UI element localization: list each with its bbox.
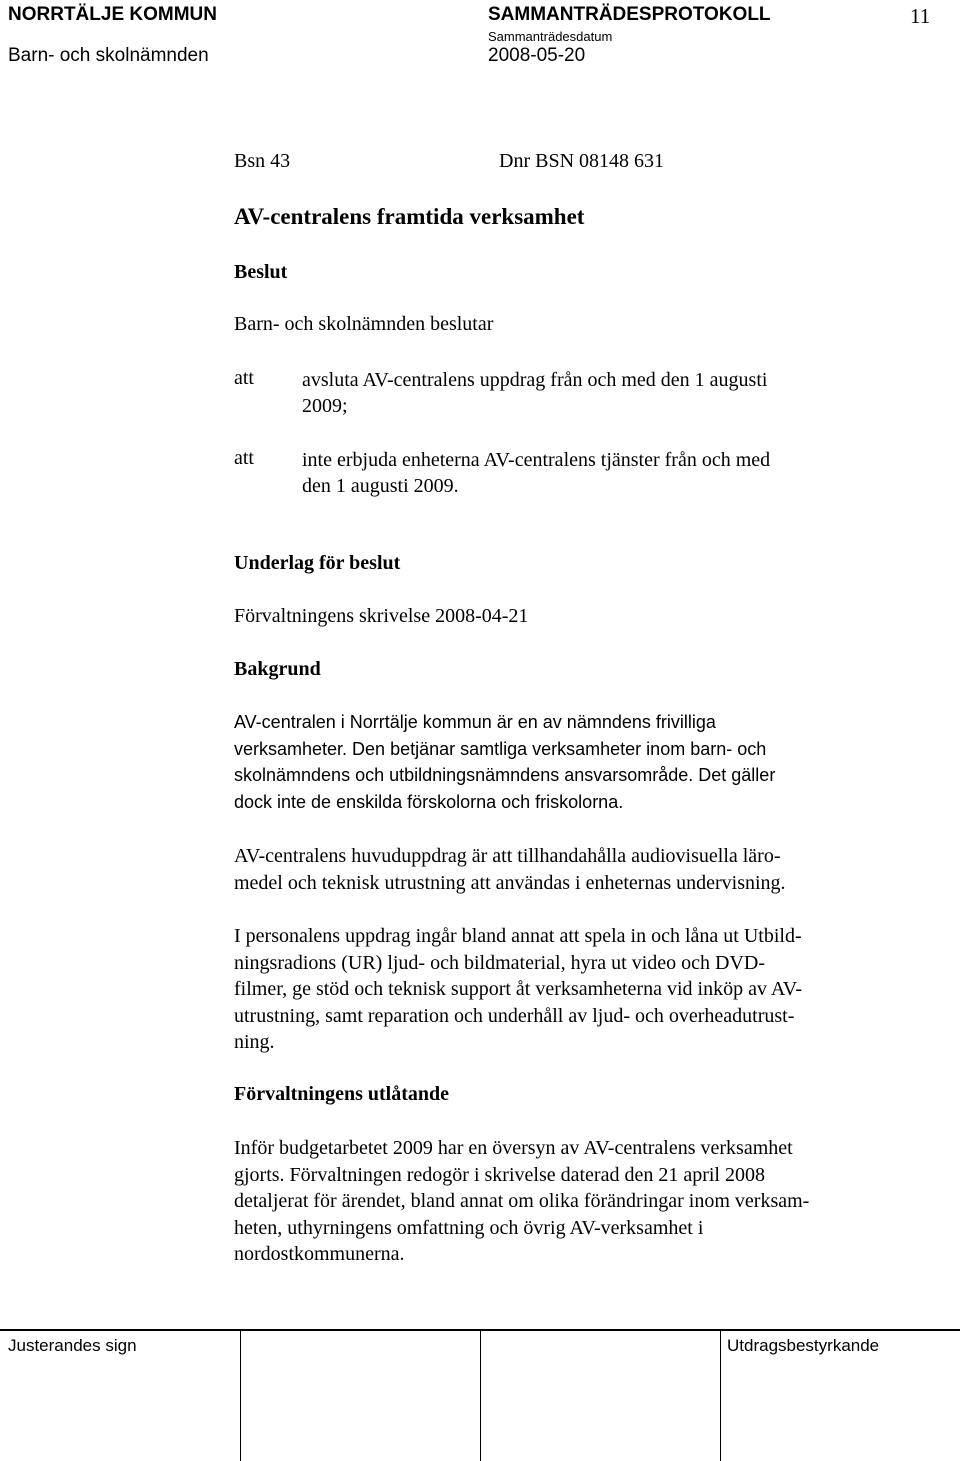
paragraph-number: Bsn 43 xyxy=(234,150,291,172)
background-paragraph xyxy=(234,923,874,1056)
board-name: Barn- och skolnämnden xyxy=(8,45,209,66)
basis-heading: Underlag för beslut xyxy=(234,552,401,574)
case-title: AV-centralens framtida verksamhet xyxy=(234,204,585,229)
text-line: Inför budgetarbetet 2009 har en översyn av AV-centralens verksamhet xyxy=(234,1137,793,1159)
text-line: filmer, ge stöd och teknisk support åt verksamheterna vid inköp av AV- xyxy=(234,978,802,1000)
diary-number: Dnr BSN 08148 631 xyxy=(499,150,665,172)
text-line: heten, uthyrningens omfattning och övrig AV-verksamhet i xyxy=(234,1216,704,1239)
meeting-date: 2008-05-20 xyxy=(488,45,586,66)
decision-intro: Barn- och skolnämnden beslutar xyxy=(234,313,494,335)
signature-cell-divider xyxy=(480,1331,481,1461)
text-line: ningsradions (UR) ljud- och bildmaterial, hyra ut video och DVD- xyxy=(234,951,765,974)
statement-paragraph xyxy=(234,1135,874,1268)
decision-item-line: inte erbjuda enheterna AV-centralens tjänster från och med xyxy=(302,449,771,471)
text-line: I personalens uppdrag ingår bland annat att spela in och låna ut Utbild- xyxy=(234,925,802,947)
extract-certification-label: Utdragsbestyrkande xyxy=(727,1336,880,1355)
decision-item-line: avsluta AV-centralens uppdrag från och med den 1 augusti xyxy=(302,369,768,391)
signature-label: Justerandes sign xyxy=(8,1336,137,1355)
decision-item-marker: att xyxy=(234,447,254,469)
text-line: AV-centralens huvuduppdrag är att tillhandahålla audiovisuella läro- xyxy=(234,845,781,867)
text-line: ning. xyxy=(234,1031,275,1053)
text-line: nordostkommunerna. xyxy=(234,1243,405,1265)
decision-heading: Beslut xyxy=(234,261,288,283)
decision-item xyxy=(302,367,767,419)
decision-item-line: 2009; xyxy=(302,395,348,417)
signature-cell-divider xyxy=(720,1331,721,1461)
organization-name: NORRTÄLJE KOMMUN xyxy=(8,4,217,25)
document-type: SAMMANTRÄDESPROTOKOLL xyxy=(488,4,771,25)
text-line: AV-centralen i Norrtälje kommun är en av nämndens frivilliga xyxy=(234,712,716,732)
background-heading: Bakgrund xyxy=(234,658,321,680)
text-line: skolnämndens och utbildningsnämndens ansvarsområde. Det gäller xyxy=(234,765,776,785)
text-line: detaljerat för ärendet, bland annat om olika förändringar inom verksam- xyxy=(234,1190,810,1212)
text-line: utrustning, samt reparation och underhåll av ljud- och overheadutrust- xyxy=(234,1004,795,1027)
background-paragraph xyxy=(234,843,874,896)
statement-heading: Förvaltningens utlåtande xyxy=(234,1083,450,1105)
text-line: verksamheter. Den betjänar samtliga verksamheter inom barn- och xyxy=(234,738,767,759)
signature-cell-divider xyxy=(240,1331,241,1461)
page-number: 11 xyxy=(910,4,931,28)
decision-item-marker: att xyxy=(234,367,254,389)
text-line: medel och teknisk utrustning att användas i enheternas undervisning. xyxy=(234,871,786,894)
background-paragraph xyxy=(234,709,874,815)
decision-item xyxy=(302,447,770,499)
signature-footer xyxy=(0,1329,960,1461)
decision-item-line: den 1 augusti 2009. xyxy=(302,475,459,497)
text-line: dock inte de enskilda förskolorna och friskolorna. xyxy=(234,791,624,812)
text-line: gjorts. Förvaltningen redogör i skrivelse daterad den 21 april 2008 xyxy=(234,1163,765,1186)
date-label: Sammanträdesdatum xyxy=(488,29,613,44)
basis-text: Förvaltningens skrivelse 2008-04-21 xyxy=(234,605,529,627)
